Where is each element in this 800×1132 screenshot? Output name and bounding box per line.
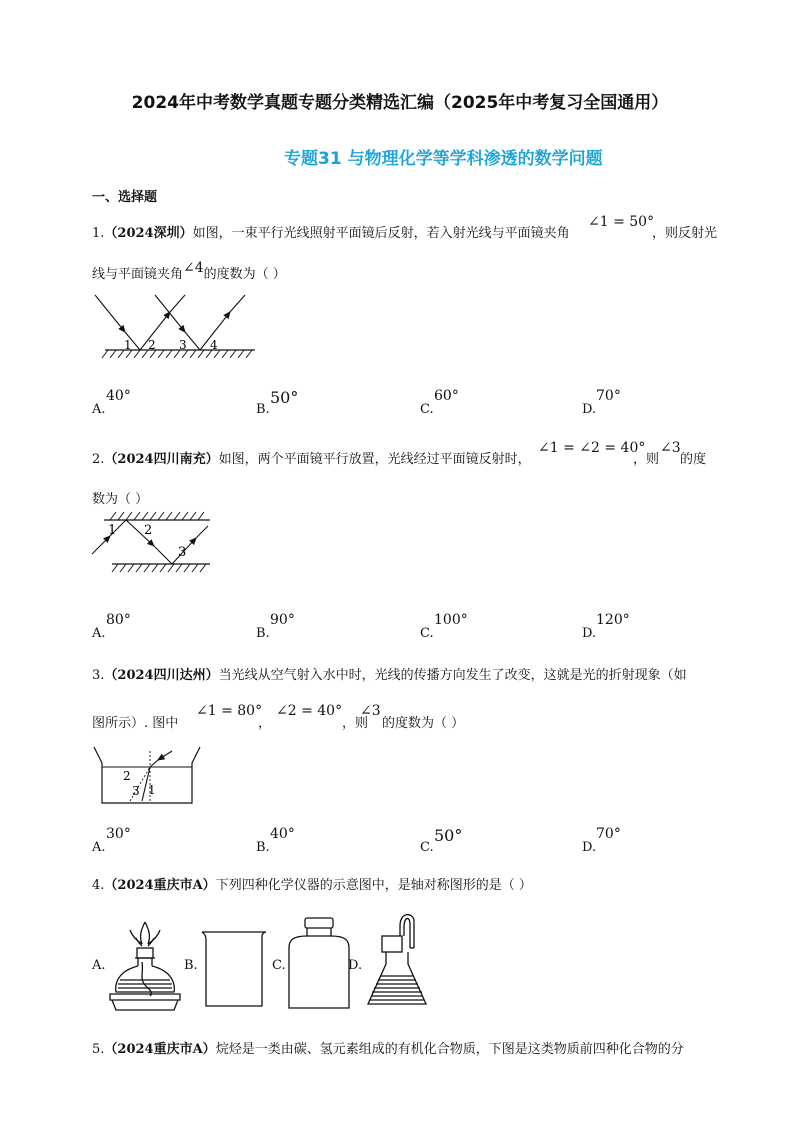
option-c[interactable] [420,826,540,858]
question-number: 1. [92,226,105,241]
question-source: （2024重庆市A） [104,878,216,893]
option-label: C. [272,958,286,973]
option-value: 70° [596,826,621,842]
question-3-options [92,826,732,858]
angle-label: 3 [179,338,187,352]
angle-label: 1 [124,338,132,352]
math-angle-3: ∠3 [360,703,381,719]
question-text: 的度数为（ ） [203,267,286,282]
option-value: 40° [106,388,131,404]
option-label: B. [256,402,270,417]
reagent-bottle-icon [285,914,353,1012]
option-value: 100° [434,612,468,628]
question-text: 线与平面镜夹角 [92,267,184,282]
question-source: （2024四川南充） [104,452,219,467]
option-a[interactable] [92,388,212,420]
question-1-line-1 [92,224,570,244]
option-d[interactable] [582,388,702,420]
option-label: B. [256,840,270,855]
angle-label: 2 [144,523,153,538]
refraction-figure [92,745,202,807]
option-label: A. [92,958,106,973]
option-label: A. [92,402,106,417]
option-c[interactable] [420,388,540,420]
option-label: D. [348,958,363,973]
option-a[interactable] [92,826,212,858]
option-label: C. [420,402,434,417]
option-value: 60° [434,388,459,404]
question-number: 2. [92,452,105,467]
conical-flask-icon [364,906,436,1010]
separator: ， [258,716,272,731]
option-value: 70° [596,388,621,404]
option-value: 80° [106,612,131,628]
option-b[interactable] [256,612,376,644]
angle-label: 1 [108,523,117,538]
document-title: 2024年中考数学真题专题分类精选汇编（2025年中考复习全国通用） [131,93,669,113]
angle-label: 3 [132,784,140,798]
option-label: D. [582,626,597,641]
question-5-line-1 [92,1040,684,1060]
option-value: 40° [270,826,295,842]
option-b[interactable] [256,826,376,858]
question-source: （2024深圳） [104,226,193,241]
option-label: C. [420,840,434,855]
question-source: （2024重庆市A） [104,1042,216,1057]
math-angle-1: ∠1 = 50° [588,214,655,230]
angle-label: 2 [123,769,131,783]
math-angle-4: ∠4 [183,260,204,276]
question-text: ，则反射光 [652,226,718,241]
option-label: D. [582,840,597,855]
question-text: 当光线从空气射入水中时，光线的传播方向发生了改变，这就是光的折射现象（如 [218,668,687,683]
option-c[interactable] [420,612,540,644]
question-number: 3. [92,668,105,683]
option-a[interactable] [92,956,106,976]
option-value: 30° [106,826,131,842]
option-d[interactable] [348,956,362,976]
option-label: C. [420,626,434,641]
option-label: D. [582,402,597,417]
option-b[interactable] [256,388,376,420]
question-text: ，则 [342,716,369,731]
option-d[interactable] [582,612,702,644]
question-text: 的度 [680,452,707,467]
option-label: B. [256,626,270,641]
option-value: 90° [270,612,295,628]
math-angles: ∠1 = ∠2 = 40° [538,440,646,456]
question-1-options [92,388,732,420]
angle-label: 2 [148,338,156,352]
option-d[interactable] [582,826,702,858]
angle-label: 4 [210,338,218,352]
mirror-reflection-figure [90,290,270,365]
topic-title: 专题31 与物理化学等学科渗透的数学问题 [284,149,603,169]
question-text: 如图，两个平面镜平行放置，光线经过平面镜反射时， [218,452,531,467]
option-value: 50° [270,388,299,407]
alcohol-lamp-icon [108,918,182,1014]
math-angle-2: ∠2 = 40° [276,703,343,719]
math-angle-1: ∠1 = 80° [196,703,263,719]
question-2-options [92,612,732,644]
question-2-line-1 [92,450,531,470]
question-text: 图所示）. 图中 [92,716,179,731]
option-a[interactable] [92,612,212,644]
parallel-mirrors-figure [90,510,215,580]
question-text: 烷烃是一类由碳、氢元素组成的有机化合物质，下图是这类物质前四种化合物的分 [215,1042,684,1057]
question-text: 如图，一束平行光线照射平面镜后反射，若入射光线与平面镜夹角 [192,226,570,241]
question-text: 的度数为（ ） [382,716,465,731]
beaker-icon [198,928,270,1010]
question-number: 5. [92,1042,105,1057]
question-text: ，则 [633,452,660,467]
section-heading: 一、选择题 [92,190,158,205]
question-text: 数为（ ） [92,492,149,507]
question-source: （2024四川达州） [104,668,219,683]
question-text: 下列四种化学仪器的示意图中，是轴对称图形的是（ ） [215,878,532,893]
angle-label: 1 [148,783,156,797]
option-label: B. [184,958,198,973]
question-number: 4. [92,878,105,893]
option-c[interactable] [272,956,286,976]
question-3-line-1 [92,666,687,686]
option-label: A. [92,840,106,855]
option-label: A. [92,626,106,641]
angle-label: 3 [178,545,187,560]
question-4-line-1 [92,876,532,896]
question-1-line-2 [92,260,286,285]
option-value: 50° [434,826,463,845]
option-b[interactable] [184,956,198,976]
option-value: 120° [596,612,630,628]
math-angle-3: ∠3 [660,440,681,456]
